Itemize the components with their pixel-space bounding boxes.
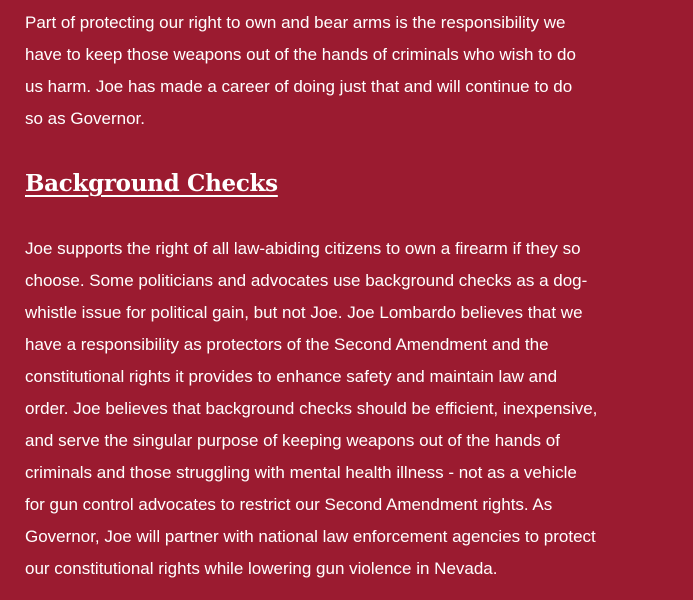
background-checks-paragraph: Joe supports the right of all law-abiding citizens to own a firearm if they so choose. Some politicians and advocates use background checks as a dog- whistle issue for political gain, but not Joe. Joe Lombardo believes that we have a responsibility as protectors of the Second Amendment and the constitutional rights it provides to enhance safety and maintain law and order. Joe believes that background checks should be efficient, inexpensive, and serve the singular purpose of keeping weapons out of the hands of criminals and those struggling with mental health illness - not as a vehicle for gun control advocates to restrict our Second Amendment rights. As Governor, Joe will partner with national law enforcement agencies to protect our constitutional rights while lowering gun violence in Nevada. bbox=[25, 239, 598, 578]
intro-paragraph: Part of protecting our right to own and bear arms is the responsibility we have to keep those weapons out of the hands of criminals who wish to do us harm. Joe has made a career of doing just that and will continue to do so as Governor. bbox=[25, 13, 576, 128]
section-heading-background-checks: Background Checks bbox=[25, 170, 278, 197]
